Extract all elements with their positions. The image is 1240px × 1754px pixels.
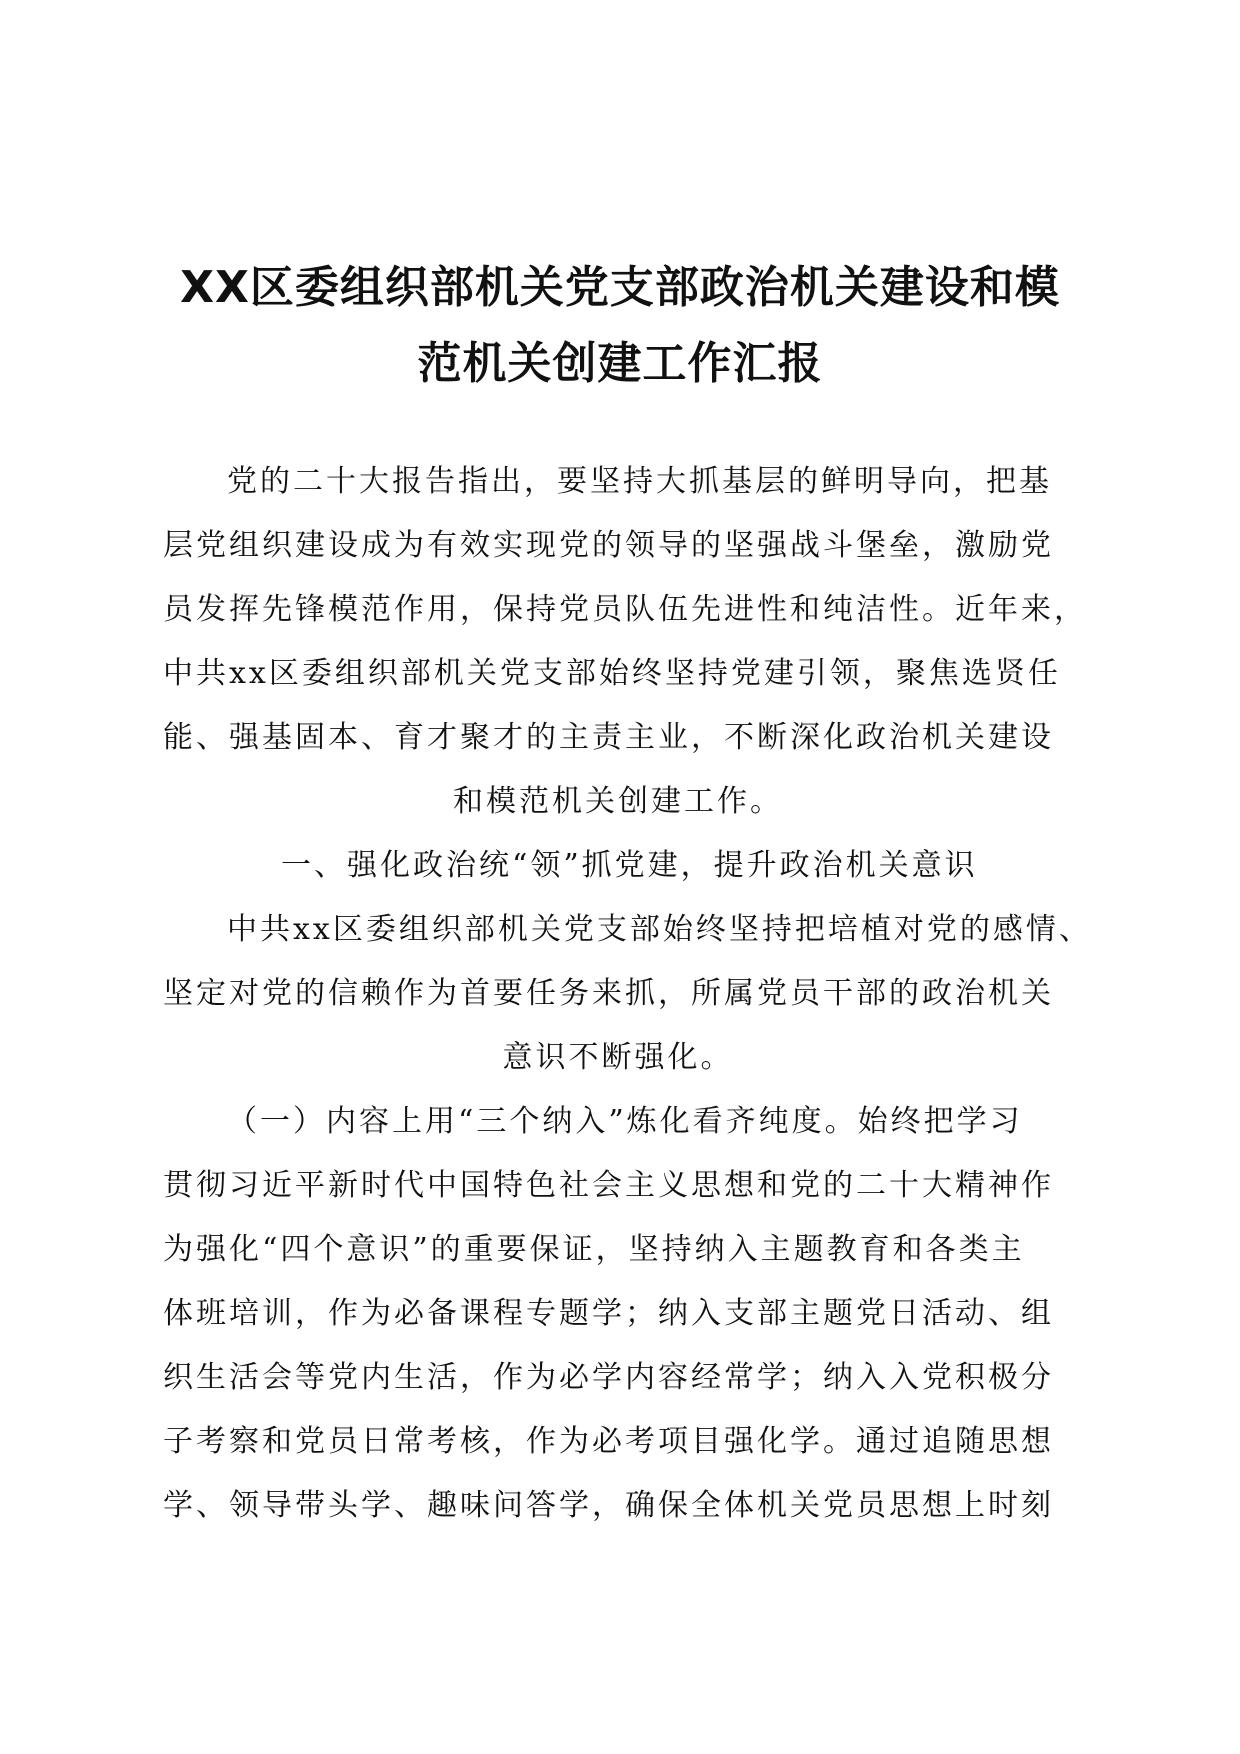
subsection-paragraph-line: （一）内容上用“三个纳入”炼化看齐纯度。始终把学习 (227, 1104, 1023, 1139)
intro-paragraph-line: 层党组织建设成为有效实现党的领导的坚强战斗堡垒，激励党 (163, 528, 1054, 563)
section1-paragraph-line: 中共xx区委组织部机关党支部始终坚持把培植对党的感情、 (227, 912, 1092, 947)
document-title (150, 250, 1090, 402)
title-line-1: XX区委组织部机关党支部政治机关建设和模 (180, 262, 1060, 313)
subsection-paragraph-line: 学、领导带头学、趣味问答学，确保全体机关党员思想上时刻 (163, 1488, 1054, 1523)
section1-paragraph-line: 坚定对党的信赖作为首要任务来抓，所属党员干部的政治机关 (163, 976, 1054, 1011)
intro-paragraph-line: 中共xx区委组织部机关党支部始终坚持党建引领，聚焦选贤任 (163, 656, 1061, 691)
subsection-paragraph-line: 贯彻习近平新时代中国特色社会主义思想和党的二十大精神作 (163, 1168, 1054, 1203)
subsection-paragraph-line: 子考察和党员日常考核，作为必考项目强化学。通过追随思想 (163, 1424, 1054, 1459)
title-line-2: 范机关创建工作汇报 (417, 338, 823, 389)
intro-paragraph-line: 党的二十大报告指出，要坚持大抓基层的鲜明导向，把基 (227, 464, 1052, 499)
document-body (163, 450, 1103, 1538)
intro-paragraph-line: 和模范机关创建工作。 (453, 784, 783, 819)
subsection-paragraph-line: 体班培训，作为必备课程专题学；纳入支部主题党日活动、组 (163, 1296, 1054, 1331)
intro-paragraph-line: 能、强基固本、育才聚才的主责主业，不断深化政治机关建设 (163, 720, 1054, 755)
section1-paragraph-line: 意识不断强化。 (502, 1040, 734, 1075)
subsection-paragraph-line: 为强化“四个意识”的重要保证，坚持纳入主题教育和各类主 (163, 1232, 1025, 1267)
intro-paragraph-line: 员发挥先锋模范作用，保持党员队伍先进性和纯洁性。近年来， (163, 592, 1087, 627)
section-heading: 一、强化政治统“领”抓党建，提升政治机关意识 (281, 848, 978, 883)
subsection-paragraph-line: 织生活会等党内生活，作为必学内容经常学；纳入入党积极分 (163, 1360, 1054, 1395)
